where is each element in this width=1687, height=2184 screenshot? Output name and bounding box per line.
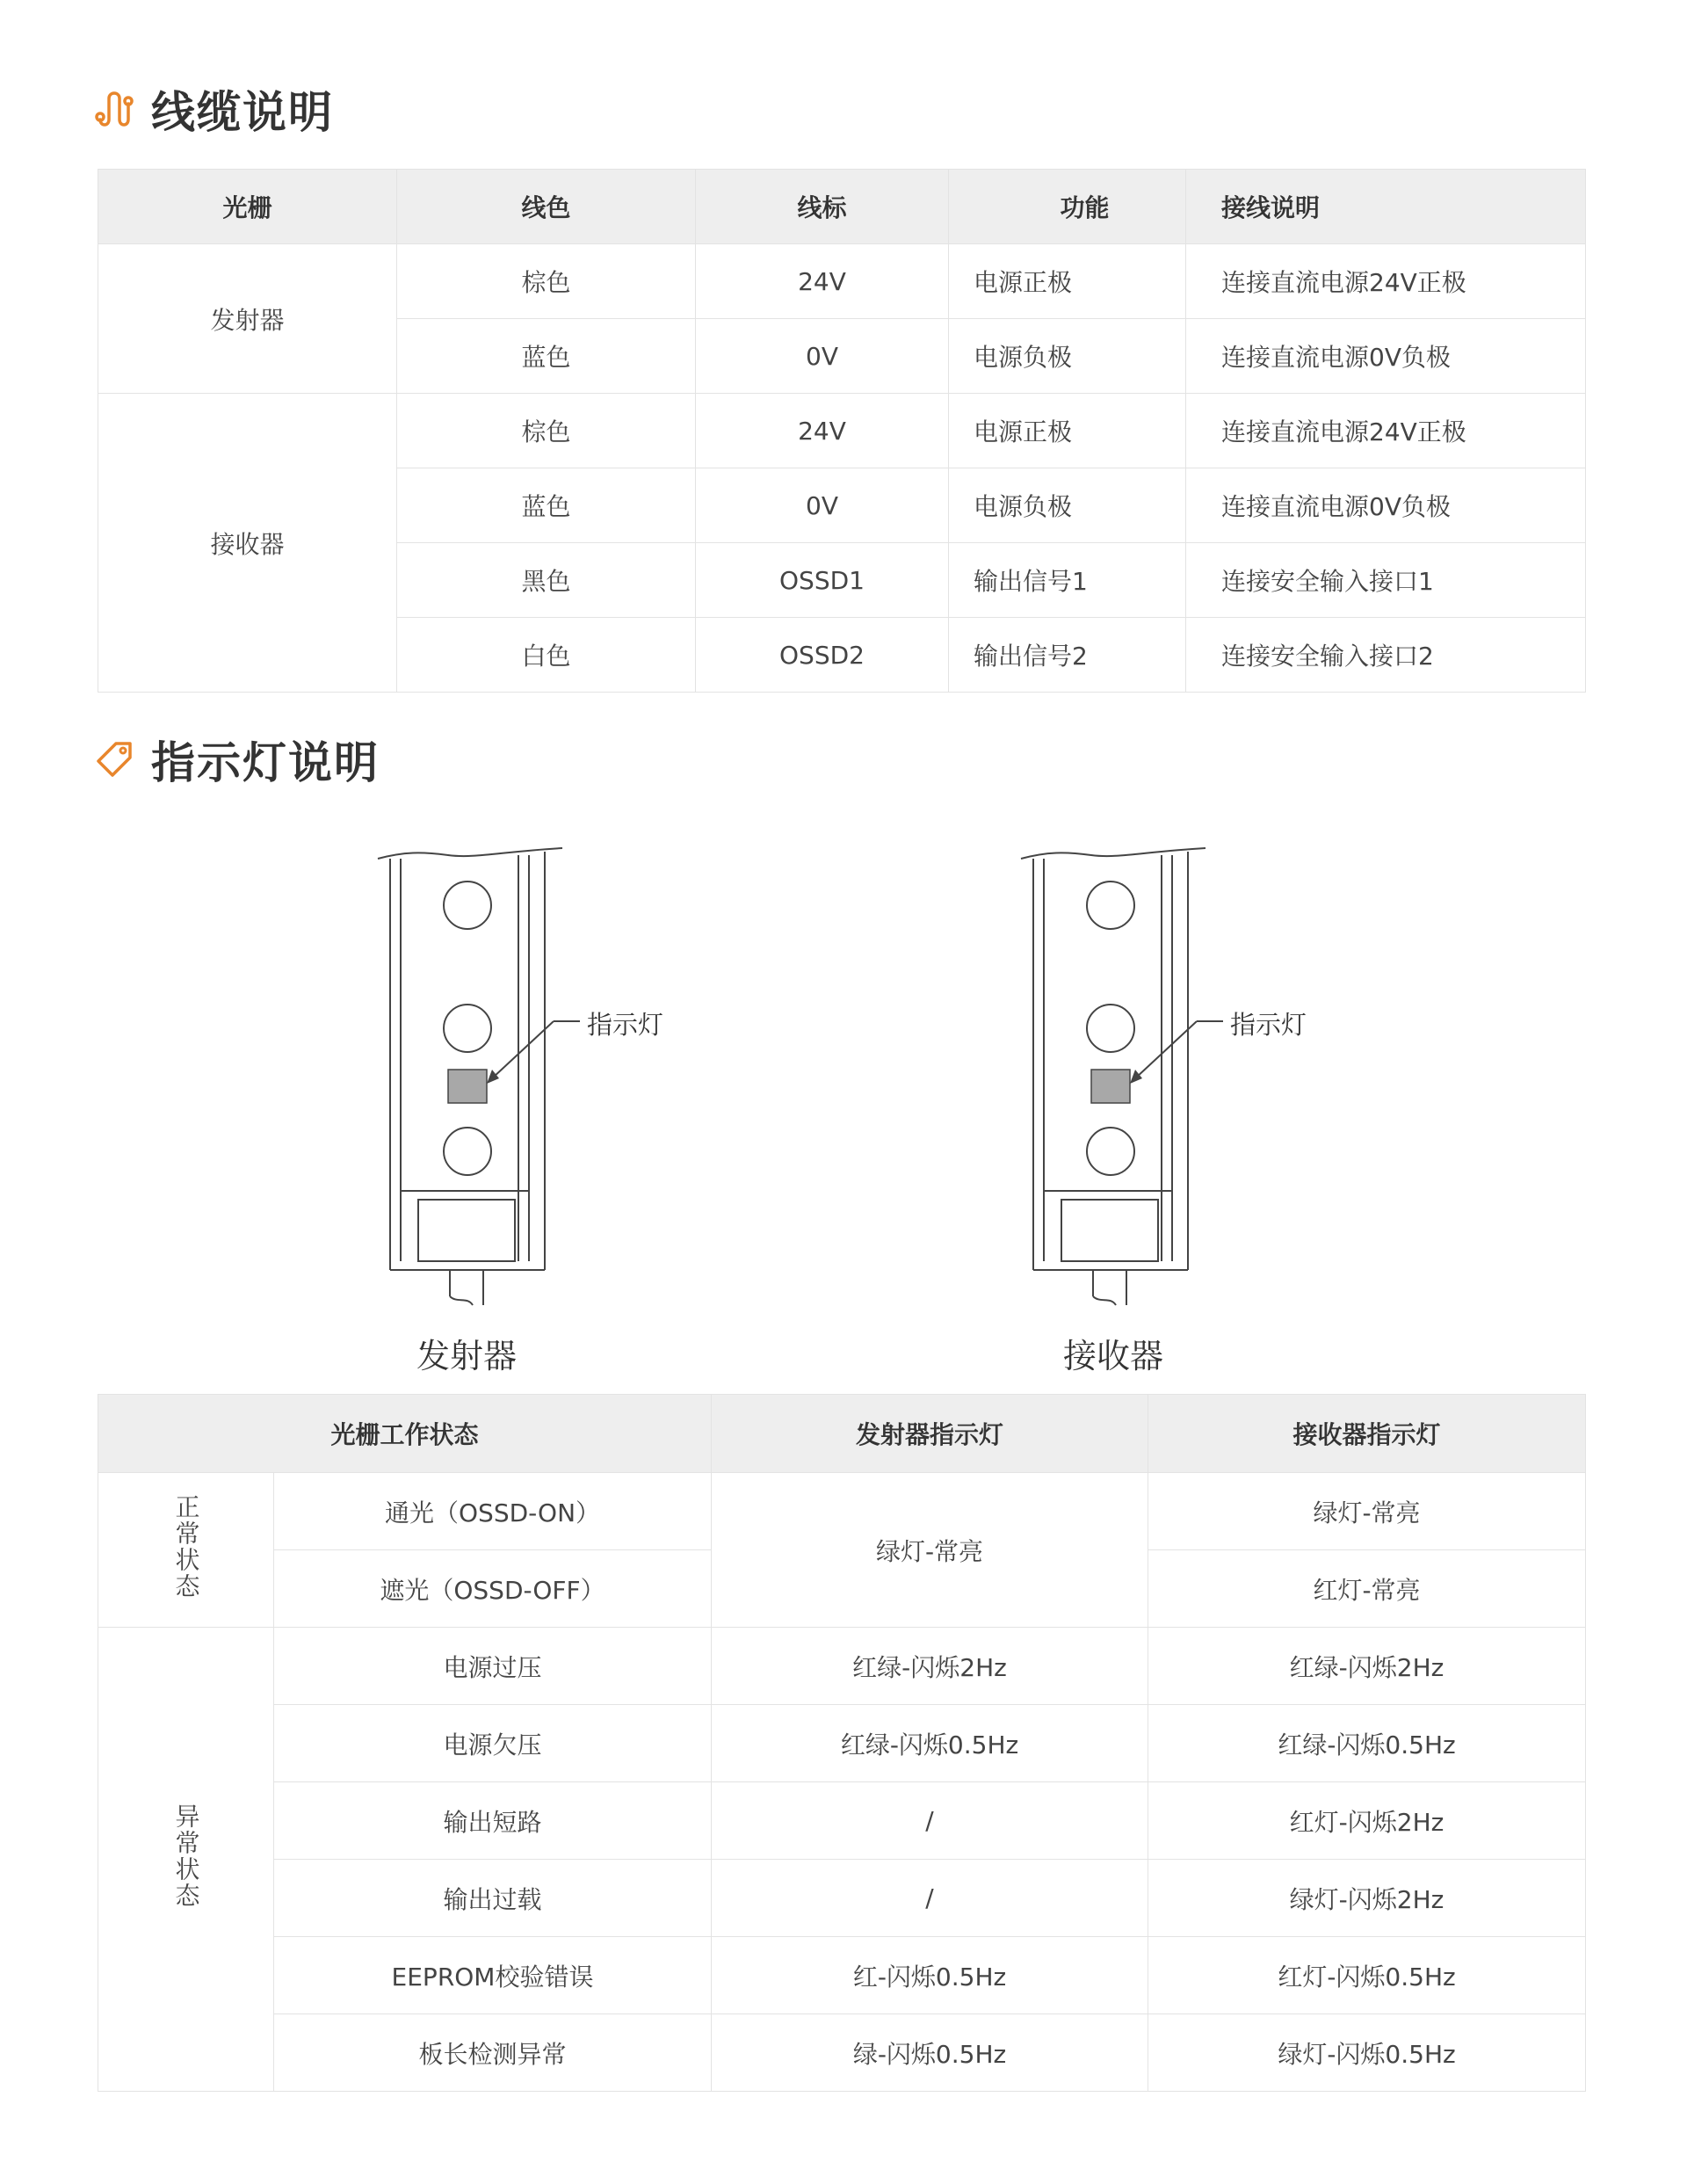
emitter-cell: 红绿-闪烁2Hz <box>712 1628 1148 1705</box>
header-wiring: 接线说明 <box>1186 170 1586 244</box>
function-cell: 电源负极 <box>949 468 1186 543</box>
wire-color-cell: 蓝色 <box>397 319 696 394</box>
wiring-cell: 连接安全输入接口1 <box>1186 543 1586 618</box>
table-row <box>98 1628 1586 1705</box>
table-row <box>98 394 1586 468</box>
emitter-cell: 绿-闪烁0.5Hz <box>712 2014 1148 2092</box>
indicator-table-header <box>98 1395 1586 1473</box>
header-wire-mark: 线标 <box>696 170 949 244</box>
table-row <box>98 244 1586 319</box>
wiring-cell: 连接直流电源0V负极 <box>1186 319 1586 394</box>
group-label-normal: 正常状态 <box>171 1494 201 1600</box>
wiring-cell: 连接安全输入接口2 <box>1186 618 1586 693</box>
wiring-cell: 连接直流电源0V负极 <box>1186 468 1586 543</box>
wiring-cell: 连接直流电源24V正极 <box>1186 394 1586 468</box>
table-row <box>98 1860 1586 1937</box>
group-cell-abnormal <box>98 1628 274 2092</box>
header-emitter-indicator: 发射器指示灯 <box>712 1395 1148 1473</box>
wiring-cell: 连接直流电源24V正极 <box>1186 244 1586 319</box>
indicator-section-heading: 指示灯说明 <box>151 737 380 788</box>
emitter-drawing <box>369 839 580 1314</box>
table-row <box>98 1782 1586 1860</box>
group-cell-normal <box>98 1473 274 1628</box>
state-cell: 电源过压 <box>274 1628 712 1705</box>
state-cell: 输出短路 <box>274 1782 712 1860</box>
emitter-shared-cell: 绿灯-常亮 <box>712 1473 1148 1628</box>
function-cell: 电源正极 <box>949 394 1186 468</box>
receiver-cell: 绿灯-闪烁2Hz <box>1148 1860 1586 1937</box>
header-work-state: 光栅工作状态 <box>98 1395 712 1473</box>
cable-table <box>98 169 1586 693</box>
group-label-abnormal: 异常状态 <box>171 1803 201 1909</box>
receiver-cell: 红灯-闪烁0.5Hz <box>1148 1937 1586 2014</box>
receiver-drawing <box>1012 839 1223 1314</box>
wire-mark-cell: 24V <box>696 244 949 319</box>
state-cell: 输出过载 <box>274 1860 712 1937</box>
indicator-table <box>98 1394 1586 2092</box>
wire-mark-cell: 0V <box>696 468 949 543</box>
table-row <box>98 1705 1586 1782</box>
table-row <box>98 2014 1586 2092</box>
receiver-cell: 红绿-闪烁0.5Hz <box>1148 1705 1586 1782</box>
header-grating: 光栅 <box>98 170 397 244</box>
cable-table-header <box>98 170 1586 244</box>
receiver-cell: 红灯-闪烁2Hz <box>1148 1782 1586 1860</box>
receiver-cell: 绿灯-闪烁0.5Hz <box>1148 2014 1586 2092</box>
state-cell: 板长检测异常 <box>274 2014 712 2092</box>
receiver-indicator-label: 指示灯 <box>1230 1010 1307 1040</box>
indicator-section-title <box>93 728 380 791</box>
wire-color-cell: 棕色 <box>397 244 696 319</box>
emitter-cell: / <box>712 1782 1148 1860</box>
wire-color-cell: 棕色 <box>397 394 696 468</box>
header-wire-color: 线色 <box>397 170 696 244</box>
wire-color-cell: 白色 <box>397 618 696 693</box>
cable-icon <box>93 88 135 130</box>
wire-color-cell: 黑色 <box>397 543 696 618</box>
function-cell: 电源正极 <box>949 244 1186 319</box>
function-cell: 输出信号2 <box>949 618 1186 693</box>
wire-color-cell: 蓝色 <box>397 468 696 543</box>
receiver-label: 接收器 <box>1063 1337 1164 1375</box>
function-cell: 电源负极 <box>949 319 1186 394</box>
state-cell: 遮光（OSSD-OFF） <box>274 1550 712 1628</box>
emitter-cell: 红绿-闪烁0.5Hz <box>712 1705 1148 1782</box>
emitter-cell: / <box>712 1860 1148 1937</box>
wire-mark-cell: 0V <box>696 319 949 394</box>
cable-section-title <box>93 77 334 141</box>
header-function: 功能 <box>949 170 1186 244</box>
wire-mark-cell: OSSD1 <box>696 543 949 618</box>
cable-section-heading: 线缆说明 <box>151 87 334 138</box>
table-row <box>98 1473 1586 1550</box>
device-cell-emitter: 发射器 <box>98 244 397 394</box>
wire-mark-cell: OSSD2 <box>696 618 949 693</box>
receiver-cell: 红绿-闪烁2Hz <box>1148 1628 1586 1705</box>
state-cell: 通光（OSSD-ON） <box>274 1473 712 1550</box>
emitter-indicator-label: 指示灯 <box>587 1010 664 1040</box>
device-cell-receiver: 接收器 <box>98 394 397 693</box>
state-cell: 电源欠压 <box>274 1705 712 1782</box>
receiver-cell: 绿灯-常亮 <box>1148 1473 1586 1550</box>
function-cell: 输出信号1 <box>949 543 1186 618</box>
state-cell: EEPROM校验错误 <box>274 1937 712 2014</box>
wire-mark-cell: 24V <box>696 394 949 468</box>
header-receiver-indicator: 接收器指示灯 <box>1148 1395 1586 1473</box>
receiver-cell: 红灯-常亮 <box>1148 1550 1586 1628</box>
emitter-label: 发射器 <box>416 1337 518 1375</box>
emitter-cell: 红-闪烁0.5Hz <box>712 1937 1148 2014</box>
table-row <box>98 1937 1586 2014</box>
tag-icon <box>93 738 135 780</box>
